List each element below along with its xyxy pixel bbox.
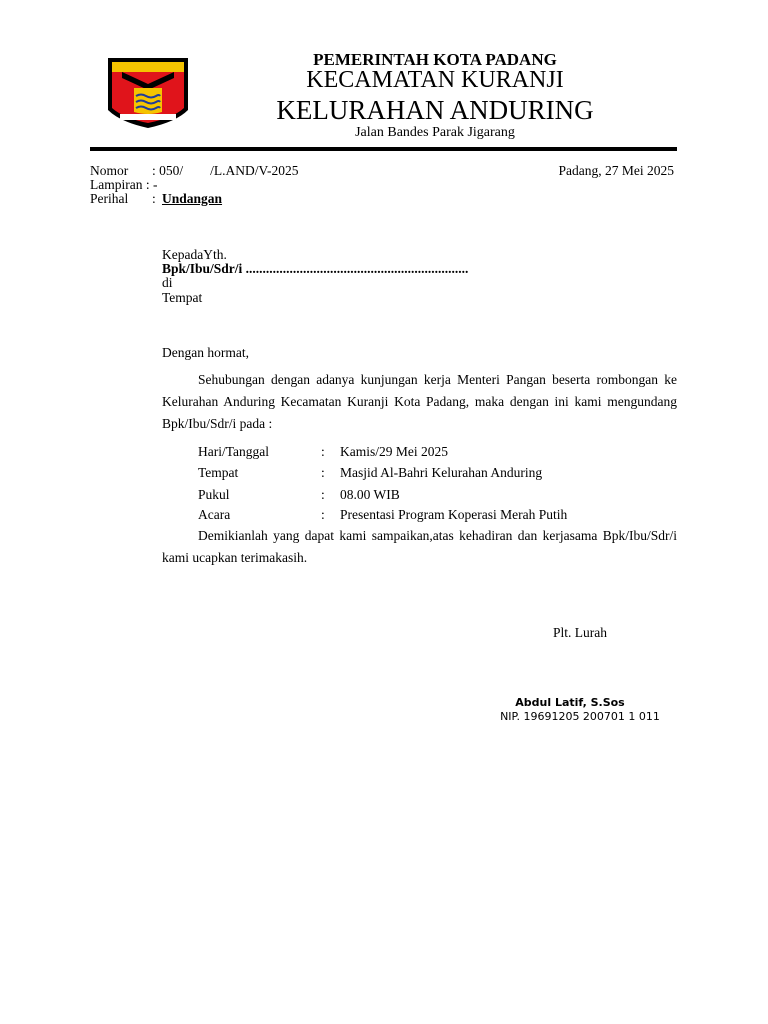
perihal-value: Undangan [162, 191, 223, 206]
detail-label-event: Acara [198, 507, 231, 522]
detail-colon-time: : [321, 487, 325, 502]
padang-city-emblem-icon [106, 52, 190, 130]
detail-label-time: Pukul [198, 487, 230, 502]
paragraph-closing [162, 525, 677, 569]
nomor-label: Nomor [90, 163, 129, 178]
header-district: KECAMATAN KURANJI [306, 67, 564, 93]
recipient-di: di [162, 275, 173, 290]
signature-nip: NIP. 19691205 200701 1 011 [500, 710, 660, 723]
detail-value-date: Kamis/29 Mei 2025 [340, 444, 448, 459]
nomor-value: : 050/ /L.AND/V-2025 [152, 163, 299, 178]
paragraph-intro [162, 369, 677, 435]
detail-colon-place: : [321, 465, 325, 480]
recipient-name: Bpk/Ibu/Sdr/i .................................................................. [162, 261, 469, 276]
perihal-colon: : [152, 191, 156, 206]
detail-value-place: Masjid Al-Bahri Kelurahan Anduring [340, 465, 543, 480]
recipient-place: Tempat [162, 290, 203, 305]
detail-label-date: Hari/Tanggal [198, 444, 270, 459]
place-date: Padang, 27 Mei 2025 [558, 163, 674, 178]
detail-value-event: Presentasi Program Koperasi Merah Putih [340, 507, 568, 522]
signature-title: Plt. Lurah [553, 625, 607, 640]
header-government: PEMERINTAH KOTA PADANG [313, 50, 557, 69]
header-divider [90, 147, 677, 151]
paragraph-intro-text: Sehubungan dengan adanya kunjungan kerja Menteri Pangan beserta rombongan ke Kelurahan Anduring Kecamatan Kuranji Kota Padang, maka dengan ini kami mengundang Bpk/Ibu/Sdr/i pada : [162, 372, 677, 431]
detail-colon-event: : [321, 507, 325, 522]
recipient-salutation: KepadaYth. [162, 247, 227, 262]
signature-name: Abdul Latif, S.Sos [515, 696, 625, 709]
greeting: Dengan hormat, [162, 345, 249, 360]
detail-value-time: 08.00 WIB [340, 487, 400, 502]
lampiran-label: Lampiran : - [90, 177, 158, 192]
paragraph-closing-text: Demikianlah yang dapat kami sampaikan,atas kehadiran dan kerjasama Bpk/Ibu/Sdr/i kami ucapkan terimakasih. [162, 528, 677, 565]
detail-label-place: Tempat [198, 465, 239, 480]
header-village: KELURAHAN ANDURING [276, 95, 594, 125]
perihal-label: Perihal [90, 191, 129, 206]
detail-colon-date: : [321, 444, 325, 459]
header-address: Jalan Bandes Parak Jigarang [355, 125, 515, 140]
